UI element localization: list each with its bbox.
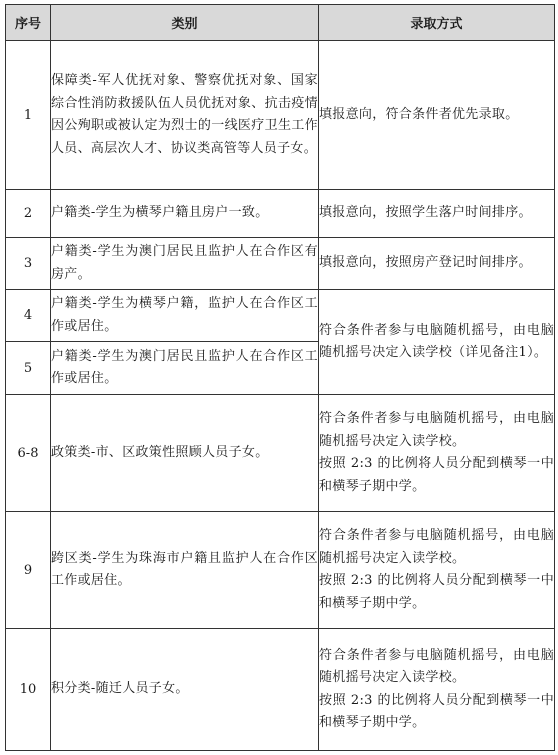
header-category: 类别 xyxy=(51,5,319,41)
method-text: 符合条件者参与电脑随机摇号，由电脑随机摇号决定入读学校。 xyxy=(319,647,554,685)
category-text: 政策类-市、区政策性照顾人员子女。 xyxy=(51,444,269,460)
row-category xyxy=(51,190,319,238)
method-text: 按照 2:3 的比例将人员分配到横琴一中和横琴子期中学。 xyxy=(319,573,554,611)
row-index: 6-8 xyxy=(6,395,51,512)
row-method xyxy=(319,395,555,512)
row-index: 4 xyxy=(6,290,51,342)
method-text: 填报意向，按照房产登记时间排序。 xyxy=(319,255,532,271)
row-method xyxy=(319,512,555,629)
category-text: 户籍类-学生为横琴户籍且房户一致。 xyxy=(51,205,269,221)
category-text: 跨区类-学生为珠海市户籍且监护人在合作区工作或居住。 xyxy=(51,550,318,588)
category-text: 户籍类-学生为澳门居民且监护人在合作区工作或居住。 xyxy=(51,348,318,386)
row-index: 3 xyxy=(6,238,51,290)
row-method xyxy=(319,41,555,190)
method-text: 按照 2:3 的比例将人员分配到横琴一中和横琴子期中学。 xyxy=(319,692,554,730)
row-category xyxy=(51,395,319,512)
category-text: 保障类-军人优抚对象、警察优抚对象、国家综合性消防救援队伍人员优抚对象、抗击疫情因公殉职或被认定为烈士的一线医疗卫生工作人员、高层次人才、协议类高管等人员子女。 xyxy=(51,73,318,156)
row-method xyxy=(319,629,555,751)
table-row xyxy=(6,290,555,342)
row-method xyxy=(319,290,555,395)
category-text: 积分类-随迁人员子女。 xyxy=(51,681,189,697)
row-index: 2 xyxy=(6,190,51,238)
category-text: 户籍类-学生为横琴户籍，监护人在合作区工作或居住。 xyxy=(51,296,318,334)
method-text: 符合条件者参与电脑随机摇号，由电脑随机摇号决定入读学校。 xyxy=(319,528,554,566)
method-text: 填报意向，按照学生落户时间排序。 xyxy=(319,205,532,221)
table-row xyxy=(6,41,555,190)
row-index: 9 xyxy=(6,512,51,629)
row-method xyxy=(319,190,555,238)
row-category xyxy=(51,512,319,629)
method-text: 符合条件者参与电脑随机摇号，由电脑随机摇号决定入读学校（详见备注1）。 xyxy=(319,322,554,360)
row-category xyxy=(51,342,319,395)
method-text: 符合条件者参与电脑随机摇号，由电脑随机摇号决定入读学校。 xyxy=(319,411,554,449)
table-row xyxy=(6,190,555,238)
method-text: 填报意向，符合条件者优先录取。 xyxy=(319,106,519,122)
row-category xyxy=(51,238,319,290)
row-index: 5 xyxy=(6,342,51,395)
table-row xyxy=(6,395,555,512)
method-text: 按照 2:3 的比例将人员分配到横琴一中和横琴子期中学。 xyxy=(319,456,554,494)
admission-table xyxy=(5,4,555,751)
row-category xyxy=(51,629,319,751)
table-row xyxy=(6,512,555,629)
category-text: 户籍类-学生为澳门居民且监护人在合作区有房产。 xyxy=(51,244,318,282)
row-index: 1 xyxy=(6,41,51,190)
table-header-row xyxy=(6,5,555,41)
row-category xyxy=(51,290,319,342)
row-method xyxy=(319,238,555,290)
table-row xyxy=(6,629,555,751)
row-index: 10 xyxy=(6,629,51,751)
table-row xyxy=(6,238,555,290)
header-index: 序号 xyxy=(6,5,51,41)
header-method: 录取方式 xyxy=(319,5,555,41)
row-category xyxy=(51,41,319,190)
